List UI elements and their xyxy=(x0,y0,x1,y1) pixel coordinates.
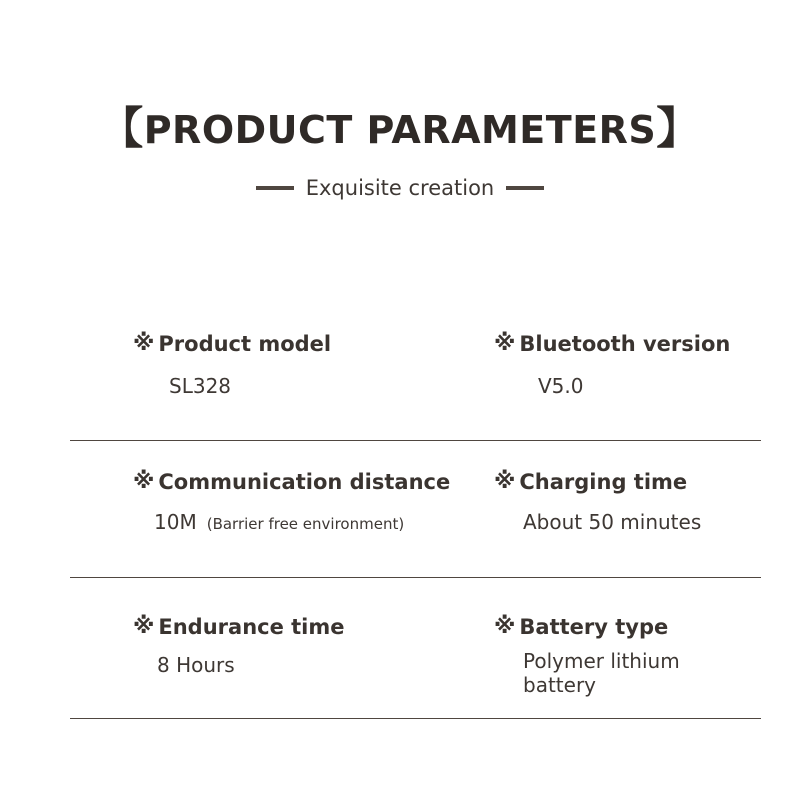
reference-mark-icon: ※ xyxy=(494,614,516,639)
title-bracket-close: 】 xyxy=(656,103,701,154)
param-communication-distance xyxy=(133,469,450,534)
param-value: About 50 minutes xyxy=(523,510,702,534)
page-title xyxy=(0,92,800,156)
subtitle-row xyxy=(0,176,800,200)
param-value xyxy=(154,510,450,534)
param-value-main: 10M xyxy=(154,510,197,534)
reference-mark-icon: ※ xyxy=(133,614,155,639)
reference-mark-icon: ※ xyxy=(133,469,155,494)
reference-mark-icon: ※ xyxy=(494,469,516,494)
divider xyxy=(70,718,761,719)
title-bracket-open: 【 xyxy=(99,103,144,154)
param-label: Battery type xyxy=(519,614,669,639)
subtitle-dash-left xyxy=(256,186,294,190)
param-value: V5.0 xyxy=(538,374,584,398)
param-value: SL328 xyxy=(169,374,232,398)
param-product-model xyxy=(133,331,331,398)
reference-mark-icon: ※ xyxy=(494,331,516,356)
title-text: PRODUCT PARAMETERS xyxy=(143,108,657,152)
param-value: Polymer lithium battery xyxy=(523,649,680,697)
subtitle: Exquisite creation xyxy=(305,176,495,200)
param-battery-type xyxy=(494,614,743,697)
param-label: Endurance time xyxy=(158,614,345,639)
param-value: 8 Hours xyxy=(157,653,235,677)
param-label: Product model xyxy=(158,331,332,356)
divider xyxy=(70,577,761,578)
divider xyxy=(70,440,761,441)
param-label: Communication distance xyxy=(158,469,451,494)
param-label: Bluetooth version xyxy=(519,331,731,356)
param-label: Charging time xyxy=(519,469,688,494)
param-endurance-time xyxy=(133,614,345,677)
param-charging-time xyxy=(494,469,701,534)
reference-mark-icon: ※ xyxy=(133,331,155,356)
param-value-note: (Barrier free environment) xyxy=(206,515,405,533)
subtitle-dash-right xyxy=(506,186,544,190)
param-bluetooth-version xyxy=(494,331,730,398)
